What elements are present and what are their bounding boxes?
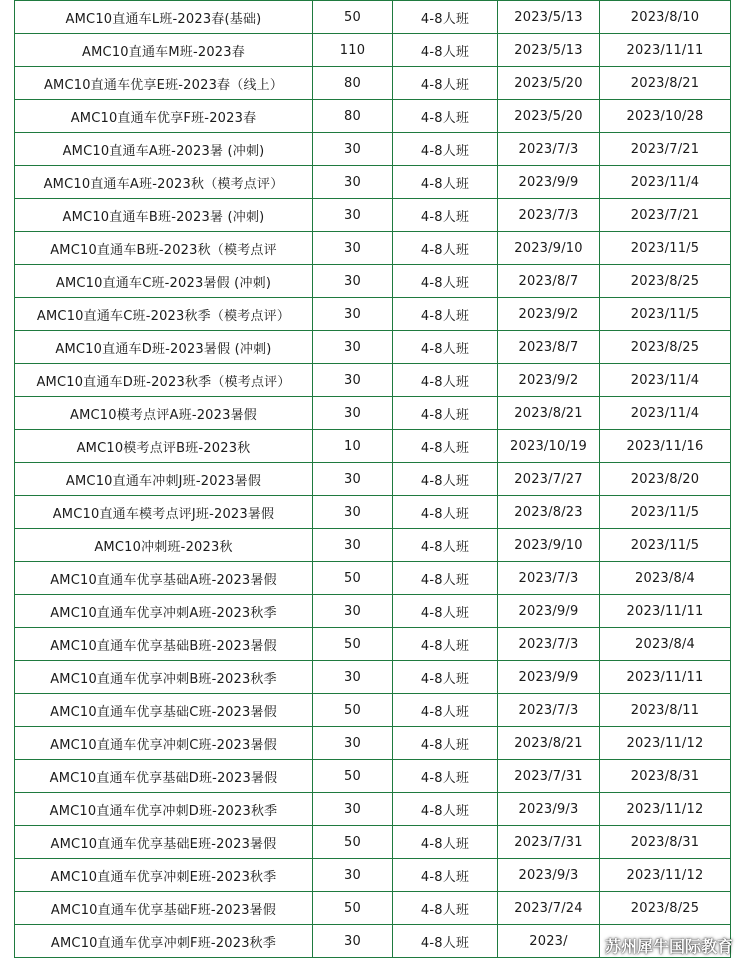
hours-cell: 30 — [313, 265, 393, 298]
start-date-cell: 2023/7/3 — [498, 694, 600, 727]
class-name-cell: AMC10直通车C班-2023秋季（模考点评） — [15, 298, 313, 331]
end-date-cell: 2023/8/31 — [600, 760, 731, 793]
end-date-cell: 2023/8/31 — [600, 826, 731, 859]
table-row — [15, 1, 731, 34]
end-date-cell: 2023/11/5 — [600, 496, 731, 529]
class-name-cell: AMC10直通车L班-2023春(基础) — [15, 1, 313, 34]
class-name-cell: AMC10直通车优享F班-2023春 — [15, 100, 313, 133]
hours-cell: 10 — [313, 430, 393, 463]
end-date-cell: 2023/10/28 — [600, 100, 731, 133]
end-date-cell: 2023/11/5 — [600, 298, 731, 331]
end-date-cell: 2023/11/11 — [600, 661, 731, 694]
class-name-cell: AMC10直通车模考点评J班-2023暑假 — [15, 496, 313, 529]
hours-cell: 80 — [313, 67, 393, 100]
hours-cell: 30 — [313, 859, 393, 892]
start-date-cell: 2023/7/3 — [498, 133, 600, 166]
start-date-cell: 2023/9/3 — [498, 859, 600, 892]
table-row — [15, 331, 731, 364]
class-name-cell: AMC10模考点评A班-2023暑假 — [15, 397, 313, 430]
end-date-cell: 2023/11/11 — [600, 595, 731, 628]
class-schedule-sheet — [14, 0, 730, 961]
hours-cell: 50 — [313, 826, 393, 859]
class-size-cell: 4-8人班 — [393, 859, 498, 892]
end-date-cell: 2023/11/4 — [600, 166, 731, 199]
class-name-cell: AMC10直通车优享基础B班-2023暑假 — [15, 628, 313, 661]
class-size-cell: 4-8人班 — [393, 166, 498, 199]
start-date-cell: 2023/8/7 — [498, 265, 600, 298]
hours-cell: 30 — [313, 793, 393, 826]
start-date-cell: 2023/9/3 — [498, 793, 600, 826]
hours-cell: 50 — [313, 1, 393, 34]
class-size-cell: 4-8人班 — [393, 133, 498, 166]
class-name-cell: AMC10直通车优享E班-2023春（线上） — [15, 67, 313, 100]
table-row — [15, 529, 731, 562]
end-date-cell: 2023/11/12 — [600, 793, 731, 826]
table-row — [15, 628, 731, 661]
table-row — [15, 562, 731, 595]
hours-cell: 50 — [313, 760, 393, 793]
table-row — [15, 397, 731, 430]
start-date-cell: 2023/9/10 — [498, 529, 600, 562]
table-row — [15, 496, 731, 529]
start-date-cell: 2023/7/24 — [498, 892, 600, 925]
class-size-cell: 4-8人班 — [393, 232, 498, 265]
hours-cell: 30 — [313, 397, 393, 430]
table-row — [15, 199, 731, 232]
table-row — [15, 760, 731, 793]
start-date-cell: 2023/7/31 — [498, 826, 600, 859]
class-size-cell: 4-8人班 — [393, 628, 498, 661]
class-size-cell: 4-8人班 — [393, 727, 498, 760]
start-date-cell: 2023/8/23 — [498, 496, 600, 529]
hours-cell: 30 — [313, 727, 393, 760]
hours-cell: 30 — [313, 661, 393, 694]
end-date-cell: 2023/11/4 — [600, 364, 731, 397]
class-size-cell: 4-8人班 — [393, 760, 498, 793]
end-date-cell: 2023/8/25 — [600, 265, 731, 298]
end-date-cell: 2023/11/4 — [600, 397, 731, 430]
table-row — [15, 463, 731, 496]
end-date-cell: 2023/8/4 — [600, 628, 731, 661]
class-size-cell: 4-8人班 — [393, 793, 498, 826]
class-name-cell: AMC10冲刺班-2023秋 — [15, 529, 313, 562]
hours-cell: 50 — [313, 892, 393, 925]
class-name-cell: AMC10直通车优享基础F班-2023暑假 — [15, 892, 313, 925]
table-row — [15, 661, 731, 694]
class-name-cell: AMC10直通车优享基础D班-2023暑假 — [15, 760, 313, 793]
end-date-cell: 2023/11/11 — [600, 34, 731, 67]
watermark — [579, 934, 733, 957]
start-date-cell: 2023/7/3 — [498, 628, 600, 661]
start-date-cell: 2023/9/9 — [498, 166, 600, 199]
class-name-cell: AMC10模考点评B班-2023秋 — [15, 430, 313, 463]
end-date-cell: 2023/7/21 — [600, 133, 731, 166]
class-size-cell: 4-8人班 — [393, 364, 498, 397]
class-size-cell: 4-8人班 — [393, 892, 498, 925]
end-date-cell: 2023/8/25 — [600, 331, 731, 364]
class-schedule-table — [14, 0, 731, 958]
class-size-cell: 4-8人班 — [393, 397, 498, 430]
start-date-cell: 2023/8/21 — [498, 397, 600, 430]
table-row — [15, 793, 731, 826]
start-date-cell: 2023/7/3 — [498, 562, 600, 595]
start-date-cell: 2023/7/3 — [498, 199, 600, 232]
end-date-cell: 2023/8/25 — [600, 892, 731, 925]
start-date-cell: 2023/9/9 — [498, 595, 600, 628]
table-row — [15, 133, 731, 166]
table-row — [15, 595, 731, 628]
end-date-cell: 2023/11/5 — [600, 232, 731, 265]
hours-cell: 50 — [313, 562, 393, 595]
class-name-cell: AMC10直通车优享冲刺B班-2023秋季 — [15, 661, 313, 694]
end-date-cell: 2023/11/12 — [600, 727, 731, 760]
hours-cell: 110 — [313, 34, 393, 67]
hours-cell: 30 — [313, 133, 393, 166]
class-size-cell: 4-8人班 — [393, 298, 498, 331]
class-size-cell: 4-8人班 — [393, 529, 498, 562]
class-size-cell: 4-8人班 — [393, 496, 498, 529]
table-row — [15, 298, 731, 331]
end-date-cell: 2023/11/5 — [600, 529, 731, 562]
start-date-cell: 2023/9/2 — [498, 364, 600, 397]
hours-cell: 30 — [313, 529, 393, 562]
hours-cell: 30 — [313, 463, 393, 496]
table-row — [15, 826, 731, 859]
table-row — [15, 364, 731, 397]
hours-cell: 30 — [313, 298, 393, 331]
class-name-cell: AMC10直通车D班-2023秋季（模考点评） — [15, 364, 313, 397]
start-date-cell: 2023/5/13 — [498, 1, 600, 34]
end-date-cell: 2023/11/12 — [600, 859, 731, 892]
table-row — [15, 100, 731, 133]
class-name-cell: AMC10直通车优享冲刺E班-2023秋季 — [15, 859, 313, 892]
class-name-cell: AMC10直通车冲刺J班-2023暑假 — [15, 463, 313, 496]
end-date-cell: 2023/8/11 — [600, 694, 731, 727]
start-date-cell: 2023/8/7 — [498, 331, 600, 364]
hours-cell: 30 — [313, 232, 393, 265]
class-size-cell: 4-8人班 — [393, 34, 498, 67]
table-row — [15, 727, 731, 760]
class-name-cell: AMC10直通车M班-2023春 — [15, 34, 313, 67]
class-name-cell: AMC10直通车优享冲刺D班-2023秋季 — [15, 793, 313, 826]
hours-cell: 30 — [313, 331, 393, 364]
class-size-cell: 4-8人班 — [393, 1, 498, 34]
start-date-cell: 2023/9/2 — [498, 298, 600, 331]
wechat-official-account-icon — [579, 936, 601, 956]
end-date-cell: 2023/7/21 — [600, 199, 731, 232]
start-date-cell: 2023/5/20 — [498, 100, 600, 133]
class-name-cell: AMC10直通车C班-2023暑假 (冲刺) — [15, 265, 313, 298]
start-date-cell: 2023/10/19 — [498, 430, 600, 463]
class-size-cell: 4-8人班 — [393, 661, 498, 694]
hours-cell: 30 — [313, 496, 393, 529]
end-date-cell: 2023/8/21 — [600, 67, 731, 100]
class-name-cell: AMC10直通车优享基础C班-2023暑假 — [15, 694, 313, 727]
class-size-cell: 4-8人班 — [393, 463, 498, 496]
start-date-cell: 2023/7/27 — [498, 463, 600, 496]
table-row — [15, 232, 731, 265]
class-name-cell: AMC10直通车优享基础A班-2023暑假 — [15, 562, 313, 595]
class-name-cell: AMC10直通车优享冲刺A班-2023秋季 — [15, 595, 313, 628]
hours-cell: 30 — [313, 925, 393, 958]
class-size-cell: 4-8人班 — [393, 331, 498, 364]
class-name-cell: AMC10直通车D班-2023暑假 (冲刺) — [15, 331, 313, 364]
start-date-cell: 2023/5/13 — [498, 34, 600, 67]
hours-cell: 50 — [313, 694, 393, 727]
hours-cell: 30 — [313, 166, 393, 199]
class-size-cell: 4-8人班 — [393, 562, 498, 595]
table-row — [15, 67, 731, 100]
class-name-cell: AMC10直通车B班-2023暑 (冲刺) — [15, 199, 313, 232]
hours-cell: 50 — [313, 628, 393, 661]
end-date-cell: 2023/11/16 — [600, 430, 731, 463]
class-size-cell: 4-8人班 — [393, 925, 498, 958]
hours-cell: 30 — [313, 199, 393, 232]
table-row — [15, 34, 731, 67]
table-row — [15, 265, 731, 298]
class-size-cell: 4-8人班 — [393, 100, 498, 133]
class-size-cell: 4-8人班 — [393, 199, 498, 232]
table-row — [15, 859, 731, 892]
class-size-cell: 4-8人班 — [393, 595, 498, 628]
class-name-cell: AMC10直通车B班-2023秋（模考点评 — [15, 232, 313, 265]
table-row — [15, 694, 731, 727]
table-row — [15, 166, 731, 199]
class-size-cell: 4-8人班 — [393, 694, 498, 727]
class-size-cell: 4-8人班 — [393, 430, 498, 463]
class-name-cell: AMC10直通车A班-2023暑 (冲刺) — [15, 133, 313, 166]
watermark-text: 苏州犀牛国际教育 — [604, 937, 733, 956]
end-date-cell: 2023/8/10 — [600, 1, 731, 34]
class-size-cell: 4-8人班 — [393, 265, 498, 298]
table-row — [15, 892, 731, 925]
start-date-cell: 2023/ — [498, 925, 600, 958]
class-name-cell: AMC10直通车A班-2023秋（模考点评） — [15, 166, 313, 199]
class-name-cell: AMC10直通车优享基础E班-2023暑假 — [15, 826, 313, 859]
start-date-cell: 2023/9/9 — [498, 661, 600, 694]
end-date-cell: 2023/8/20 — [600, 463, 731, 496]
hours-cell: 30 — [313, 364, 393, 397]
start-date-cell: 2023/5/20 — [498, 67, 600, 100]
end-date-cell: 2023/8/4 — [600, 562, 731, 595]
start-date-cell: 2023/8/21 — [498, 727, 600, 760]
start-date-cell: 2023/7/31 — [498, 760, 600, 793]
class-size-cell: 4-8人班 — [393, 826, 498, 859]
hours-cell: 80 — [313, 100, 393, 133]
table-row — [15, 430, 731, 463]
class-name-cell: AMC10直通车优享冲刺F班-2023秋季 — [15, 925, 313, 958]
start-date-cell: 2023/9/10 — [498, 232, 600, 265]
table-body — [15, 1, 731, 958]
class-size-cell: 4-8人班 — [393, 67, 498, 100]
hours-cell: 30 — [313, 595, 393, 628]
class-name-cell: AMC10直通车优享冲刺C班-2023暑假 — [15, 727, 313, 760]
